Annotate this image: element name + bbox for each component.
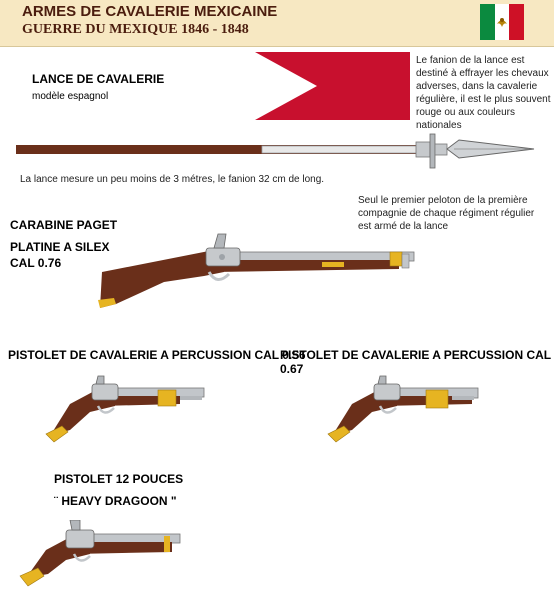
pistol-1-label: PISTOLET DE CAVALERIE A PERCUSSION CAL 0.56: [8, 348, 306, 362]
lance-subtitle: modèle espagnol: [32, 91, 109, 102]
lance-regiment-note: Seul le premier peloton de la première compagnie de chaque régiment régulier est armé de la lance: [358, 195, 535, 232]
dragoon-title: PISTOLET 12 POUCES: [54, 472, 184, 486]
page-subtitle: GUERRE DU MEXIQUE 1846 - 1848: [22, 22, 249, 37]
lance-length-note: La lance mesure un peu moins de 3 métres, le fanion 32 cm de long.: [20, 174, 325, 185]
carbine-caliber-label: CAL 0.76: [10, 256, 62, 270]
carbine-title: CARABINE PAGET: [10, 218, 118, 232]
pistol-1-illustration: [40, 374, 210, 446]
carbine-illustration: [94, 228, 419, 308]
dragoon-pistol-illustration: [14, 520, 186, 590]
lance-title: LANCE DE CAVALERIE: [32, 72, 165, 86]
lance-pennant: [255, 52, 415, 122]
lance-illustration: [14, 132, 544, 172]
pistol-2-illustration: [322, 374, 482, 446]
header-banner: [0, 0, 554, 47]
lance-pennant-note: Le fanion de la lance est destiné à effrayer les chevaux adverses, dans la cavalerie régulière, il est le plus souvent rouge ou aux couleurs nationales: [416, 55, 551, 131]
mexico-flag-icon: [480, 4, 524, 40]
pistol-2-label: PISTOLET DE CAVALERIE A PERCUSSION CAL 0.67: [280, 348, 551, 376]
dragoon-subtitle: ¨ HEAVY DRAGOON ": [54, 494, 177, 508]
page-title: ARMES DE CAVALERIE MEXICAINE: [22, 3, 278, 20]
carbine-lock-label: PLATINE A SILEX: [10, 240, 110, 254]
